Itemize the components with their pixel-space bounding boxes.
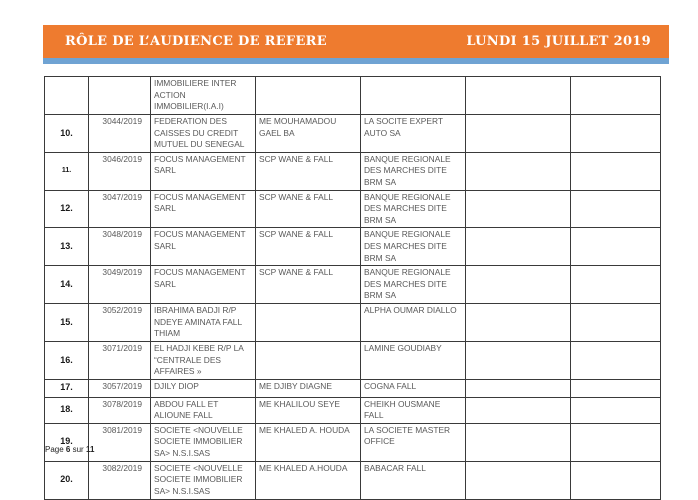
plaintiff: IBRAHIMA BADJI R/P NDEYE AMINATA FALL THIAM <box>151 303 256 341</box>
table-row <box>45 190 661 228</box>
row-number <box>45 77 89 115</box>
table-row <box>45 397 661 423</box>
hearing-date: LUNDI 15 JUILLET 2019 <box>466 34 651 49</box>
case-number: 3046/2019 <box>89 152 151 190</box>
defendant: BANQUE REGIONALE DES MARCHES DITE BRM SA <box>361 190 466 228</box>
case-number: 3071/2019 <box>89 341 151 379</box>
case-number: 3049/2019 <box>89 266 151 304</box>
page-label: Page <box>45 445 64 454</box>
counsel: SCP WANE & FALL <box>256 190 361 228</box>
defendant: LAMINE GOUDIABY <box>361 341 466 379</box>
plaintiff: FOCUS MANAGEMENT SARL <box>151 266 256 304</box>
empty-cell <box>571 266 661 304</box>
defendant: LA SOCIETE MASTER OFFICE <box>361 423 466 461</box>
row-number: 16. <box>45 341 89 379</box>
empty-cell <box>466 266 571 304</box>
counsel: SCP WANE & FALL <box>256 152 361 190</box>
case-number: 3057/2019 <box>89 379 151 397</box>
case-number: 3082/2019 <box>89 461 151 499</box>
defendant: ALPHA OUMAR DIALLO <box>361 303 466 341</box>
empty-cell <box>571 190 661 228</box>
table-row <box>45 461 661 499</box>
defendant: BANQUE REGIONALE DES MARCHES DITE BRM SA <box>361 152 466 190</box>
empty-cell <box>571 228 661 266</box>
row-number: 17. <box>45 379 89 397</box>
table-row <box>45 341 661 379</box>
defendant <box>361 77 466 115</box>
counsel <box>256 303 361 341</box>
counsel: ME KHALED A. HOUDA <box>256 423 361 461</box>
empty-cell <box>571 152 661 190</box>
case-number: 3048/2019 <box>89 228 151 266</box>
counsel <box>256 77 361 115</box>
empty-cell <box>571 115 661 153</box>
case-number: 3047/2019 <box>89 190 151 228</box>
table-row <box>45 423 661 461</box>
counsel: ME KHALILOU SEYE <box>256 397 361 423</box>
empty-cell <box>571 303 661 341</box>
plaintiff: EL HADJI KEBE R/P LA “CENTRALE DES AFFAIRES » <box>151 341 256 379</box>
empty-cell <box>466 461 571 499</box>
empty-cell <box>571 379 661 397</box>
plaintiff: DJILY DIOP <box>151 379 256 397</box>
empty-cell <box>571 461 661 499</box>
plaintiff: SOCIETE <NOUVELLE SOCIETE IMMOBILIER SA> N.S.I.SAS <box>151 423 256 461</box>
row-number: 14. <box>45 266 89 304</box>
page-footer <box>45 445 94 454</box>
page-separator: sur <box>72 445 84 454</box>
case-number: 3052/2019 <box>89 303 151 341</box>
table-row <box>45 379 661 397</box>
empty-cell <box>571 423 661 461</box>
row-number: 10. <box>45 115 89 153</box>
empty-cell <box>466 423 571 461</box>
table-row <box>45 228 661 266</box>
plaintiff: FOCUS MANAGEMENT SARL <box>151 152 256 190</box>
table-row <box>45 77 661 115</box>
plaintiff: ABDOU FALL ET ALIOUNE FALL <box>151 397 256 423</box>
empty-cell <box>466 152 571 190</box>
plaintiff: IMMOBILIERE INTER ACTION IMMOBILIER(I.A.I) <box>151 77 256 115</box>
table-row <box>45 115 661 153</box>
empty-cell <box>466 397 571 423</box>
empty-cell <box>466 228 571 266</box>
defendant: LA SOCITE EXPERT AUTO SA <box>361 115 466 153</box>
case-number: 3078/2019 <box>89 397 151 423</box>
empty-cell <box>571 341 661 379</box>
row-number: 19. <box>45 423 89 461</box>
header-banner <box>43 25 669 64</box>
table-row <box>45 266 661 304</box>
plaintiff: FOCUS MANAGEMENT SARL <box>151 190 256 228</box>
table-row <box>45 303 661 341</box>
hearing-roll-table <box>44 76 661 500</box>
empty-cell <box>571 77 661 115</box>
empty-cell <box>571 397 661 423</box>
plaintiff: FOCUS MANAGEMENT SARL <box>151 228 256 266</box>
row-number: 13. <box>45 228 89 266</box>
plaintiff: SOCIETE <NOUVELLE SOCIETE IMMOBILIER SA> N.S.I.SAS <box>151 461 256 499</box>
empty-cell <box>466 303 571 341</box>
case-number <box>89 77 151 115</box>
document-title: RÔLE DE L’AUDIENCE DE REFERE <box>65 34 327 49</box>
defendant: CHEIKH OUSMANE FALL <box>361 397 466 423</box>
defendant: BANQUE REGIONALE DES MARCHES DITE BRM SA <box>361 228 466 266</box>
empty-cell <box>466 379 571 397</box>
counsel <box>256 341 361 379</box>
defendant: COGNA FALL <box>361 379 466 397</box>
counsel: SCP WANE & FALL <box>256 228 361 266</box>
row-number: 15. <box>45 303 89 341</box>
row-number: 18. <box>45 397 89 423</box>
empty-cell <box>466 190 571 228</box>
plaintiff: FEDERATION DES CAISSES DU CREDIT MUTUEL DU SENEGAL <box>151 115 256 153</box>
counsel: ME MOUHAMADOU GAEL BA <box>256 115 361 153</box>
row-number: 20. <box>45 461 89 499</box>
table-row <box>45 152 661 190</box>
case-number: 3081/2019 <box>89 423 151 461</box>
defendant: BANQUE REGIONALE DES MARCHES DITE BRM SA <box>361 266 466 304</box>
row-number: 12. <box>45 190 89 228</box>
counsel: SCP WANE & FALL <box>256 266 361 304</box>
empty-cell <box>466 341 571 379</box>
case-number: 3044/2019 <box>89 115 151 153</box>
page-total: 11 <box>85 445 95 454</box>
counsel: ME DJIBY DIAGNE <box>256 379 361 397</box>
row-number: 11. <box>45 152 89 190</box>
page-current: 6 <box>65 445 71 454</box>
empty-cell <box>466 115 571 153</box>
counsel: ME KHALED A.HOUDA <box>256 461 361 499</box>
empty-cell <box>466 77 571 115</box>
defendant: BABACAR FALL <box>361 461 466 499</box>
